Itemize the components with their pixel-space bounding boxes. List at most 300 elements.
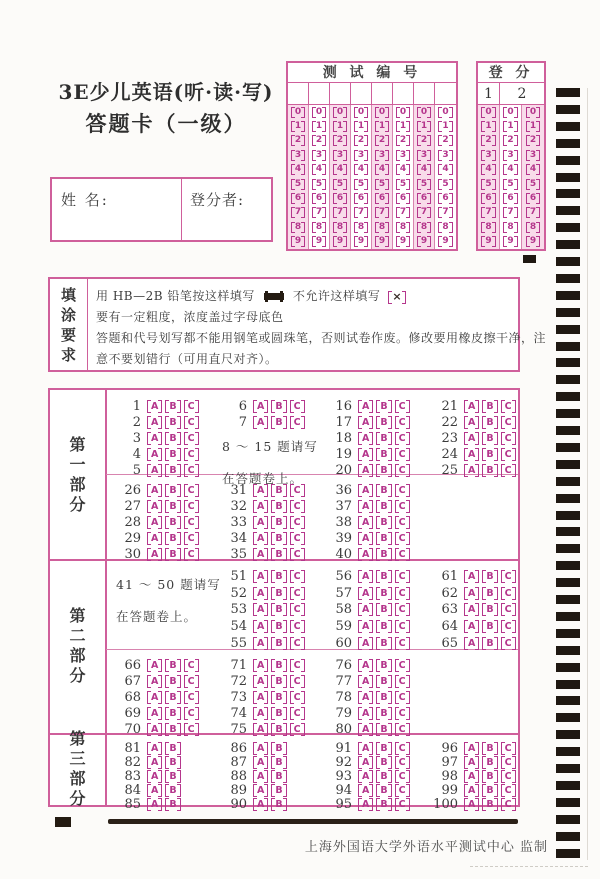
digit-bubble-4[interactable] [393, 163, 414, 177]
answer-bubble-77-C[interactable]: C [395, 675, 410, 688]
digit-bubble-8[interactable] [500, 220, 522, 234]
answer-bubble-83-B[interactable]: B [165, 770, 180, 783]
answer-bubble-87-B[interactable]: B [271, 756, 286, 769]
answer-bubble-58-A[interactable]: A [358, 603, 373, 616]
answer-bubble-26-C[interactable]: C [184, 484, 199, 497]
answer-bubble-91-A[interactable]: A [358, 742, 373, 755]
answer-bubble-71-B[interactable]: B [271, 659, 286, 672]
answer-bubble-32-B[interactable]: B [271, 500, 286, 513]
digit-bubble-2[interactable] [372, 134, 393, 148]
answer-bubble-81-A[interactable]: A [147, 742, 162, 755]
digit-bubble-5[interactable] [435, 177, 456, 191]
digit-bubble-6[interactable] [478, 191, 500, 205]
answer-bubble-26-B[interactable]: B [165, 484, 180, 497]
answer-bubble-1-A[interactable]: A [147, 400, 162, 413]
answer-bubble-6-A[interactable]: A [253, 400, 268, 413]
answer-bubble-87-A[interactable]: A [253, 756, 268, 769]
digit-bubble-3[interactable] [414, 148, 435, 162]
answer-bubble-26-A[interactable]: A [147, 484, 162, 497]
digit-bubble-6[interactable] [500, 191, 522, 205]
digit-bubble-8[interactable] [351, 220, 372, 234]
answer-bubble-75-B[interactable]: B [271, 723, 286, 736]
answer-bubble-79-B[interactable]: B [376, 707, 391, 720]
answer-bubble-68-B[interactable]: B [165, 691, 180, 704]
digit-bubble-6[interactable] [372, 191, 393, 205]
answer-bubble-73-B[interactable]: B [271, 691, 286, 704]
answer-bubble-88-A[interactable]: A [253, 770, 268, 783]
answer-bubble-93-B[interactable]: B [376, 770, 391, 783]
answer-bubble-91-B[interactable]: B [376, 742, 391, 755]
answer-bubble-93-A[interactable]: A [358, 770, 373, 783]
answer-bubble-52-B[interactable]: B [271, 587, 286, 600]
digit-bubble-9[interactable] [500, 235, 522, 249]
answer-bubble-55-B[interactable]: B [271, 637, 286, 650]
answer-bubble-72-A[interactable]: A [253, 675, 268, 688]
answer-bubble-18-B[interactable]: B [376, 432, 391, 445]
answer-bubble-23-A[interactable]: A [464, 432, 479, 445]
answer-bubble-22-A[interactable]: A [464, 416, 479, 429]
answer-bubble-25-C[interactable]: C [501, 464, 516, 477]
answer-bubble-75-C[interactable]: C [290, 723, 305, 736]
answer-bubble-71-C[interactable]: C [290, 659, 305, 672]
digit-bubble-8[interactable] [414, 220, 435, 234]
digit-bubble-4[interactable] [478, 163, 500, 177]
answer-bubble-59-C[interactable]: C [395, 620, 410, 633]
answer-bubble-38-A[interactable]: A [358, 516, 373, 529]
answer-bubble-33-C[interactable]: C [290, 516, 305, 529]
digit-bubble-9[interactable] [393, 235, 414, 249]
digit-bubble-5[interactable] [288, 177, 309, 191]
answer-bubble-23-C[interactable]: C [501, 432, 516, 445]
answer-bubble-92-B[interactable]: B [376, 756, 391, 769]
answer-bubble-95-A[interactable]: A [358, 798, 373, 811]
test-number-write-cell[interactable] [435, 83, 456, 104]
answer-bubble-76-B[interactable]: B [376, 659, 391, 672]
answer-bubble-17-A[interactable]: A [358, 416, 373, 429]
answer-bubble-62-C[interactable]: C [501, 587, 516, 600]
answer-bubble-7-B[interactable]: B [271, 416, 286, 429]
digit-bubble-9[interactable] [522, 235, 544, 249]
answer-bubble-20-A[interactable]: A [358, 464, 373, 477]
answer-bubble-74-B[interactable]: B [271, 707, 286, 720]
answer-bubble-69-A[interactable]: A [147, 707, 162, 720]
answer-bubble-79-A[interactable]: A [358, 707, 373, 720]
digit-bubble-8[interactable] [478, 220, 500, 234]
digit-bubble-0[interactable] [500, 105, 522, 119]
answer-bubble-39-A[interactable]: A [358, 532, 373, 545]
answer-bubble-82-A[interactable]: A [147, 756, 162, 769]
answer-bubble-55-C[interactable]: C [290, 637, 305, 650]
answer-bubble-30-A[interactable]: A [147, 548, 162, 561]
test-number-write-cell[interactable] [309, 83, 330, 104]
digit-bubble-7[interactable] [393, 206, 414, 220]
answer-bubble-51-A[interactable]: A [253, 570, 268, 583]
answer-bubble-37-C[interactable]: C [395, 500, 410, 513]
test-number-write-cell[interactable] [414, 83, 435, 104]
digit-bubble-7[interactable] [288, 206, 309, 220]
answer-bubble-78-C[interactable]: C [395, 691, 410, 704]
answer-bubble-54-A[interactable]: A [253, 620, 268, 633]
digit-bubble-3[interactable] [500, 148, 522, 162]
answer-bubble-62-A[interactable]: A [464, 587, 479, 600]
answer-bubble-78-A[interactable]: A [358, 691, 373, 704]
answer-bubble-82-B[interactable]: B [165, 756, 180, 769]
answer-bubble-27-B[interactable]: B [165, 500, 180, 513]
answer-bubble-16-C[interactable]: C [395, 400, 410, 413]
answer-bubble-92-A[interactable]: A [358, 756, 373, 769]
answer-bubble-92-C[interactable]: C [395, 756, 410, 769]
answer-bubble-33-A[interactable]: A [253, 516, 268, 529]
digit-bubble-7[interactable] [351, 206, 372, 220]
digit-bubble-1[interactable] [414, 119, 435, 133]
digit-bubble-7[interactable] [500, 206, 522, 220]
answer-bubble-68-C[interactable]: C [184, 691, 199, 704]
test-number-write-cell[interactable] [330, 83, 351, 104]
digit-bubble-2[interactable] [330, 134, 351, 148]
answer-bubble-78-B[interactable]: B [376, 691, 391, 704]
answer-bubble-94-B[interactable]: B [376, 784, 391, 797]
answer-bubble-37-A[interactable]: A [358, 500, 373, 513]
answer-bubble-29-B[interactable]: B [165, 532, 180, 545]
digit-bubble-4[interactable] [500, 163, 522, 177]
digit-bubble-4[interactable] [372, 163, 393, 177]
answer-bubble-84-A[interactable]: A [147, 784, 162, 797]
answer-bubble-56-C[interactable]: C [395, 570, 410, 583]
digit-bubble-1[interactable] [522, 119, 544, 133]
answer-bubble-91-C[interactable]: C [395, 742, 410, 755]
answer-bubble-80-C[interactable]: C [395, 723, 410, 736]
answer-bubble-40-A[interactable]: A [358, 548, 373, 561]
answer-bubble-69-C[interactable]: C [184, 707, 199, 720]
digit-bubble-0[interactable] [288, 105, 309, 119]
answer-bubble-63-A[interactable]: A [464, 603, 479, 616]
digit-bubble-9[interactable] [414, 235, 435, 249]
answer-bubble-88-B[interactable]: B [271, 770, 286, 783]
digit-bubble-4[interactable] [309, 163, 330, 177]
digit-bubble-6[interactable] [435, 191, 456, 205]
digit-bubble-1[interactable] [351, 119, 372, 133]
answer-bubble-24-A[interactable]: A [464, 448, 479, 461]
digit-bubble-6[interactable] [288, 191, 309, 205]
answer-bubble-56-A[interactable]: A [358, 570, 373, 583]
answer-bubble-16-B[interactable]: B [376, 400, 391, 413]
answer-bubble-72-C[interactable]: C [290, 675, 305, 688]
answer-bubble-19-C[interactable]: C [395, 448, 410, 461]
answer-bubble-2-C[interactable]: C [184, 416, 199, 429]
answer-bubble-69-B[interactable]: B [165, 707, 180, 720]
answer-bubble-53-A[interactable]: A [253, 603, 268, 616]
answer-bubble-85-A[interactable]: A [147, 798, 162, 811]
digit-bubble-7[interactable] [372, 206, 393, 220]
digit-bubble-2[interactable] [500, 134, 522, 148]
answer-bubble-62-B[interactable]: B [482, 587, 497, 600]
answer-bubble-80-B[interactable]: B [376, 723, 391, 736]
name-field[interactable] [52, 179, 182, 240]
answer-bubble-66-B[interactable]: B [165, 659, 180, 672]
answer-bubble-1-C[interactable]: C [184, 400, 199, 413]
digit-bubble-4[interactable] [288, 163, 309, 177]
answer-bubble-21-A[interactable]: A [464, 400, 479, 413]
answer-bubble-22-B[interactable]: B [482, 416, 497, 429]
answer-bubble-73-A[interactable]: A [253, 691, 268, 704]
digit-bubble-7[interactable] [478, 206, 500, 220]
digit-bubble-8[interactable] [330, 220, 351, 234]
answer-bubble-65-B[interactable]: B [482, 637, 497, 650]
answer-bubble-85-B[interactable]: B [165, 798, 180, 811]
answer-bubble-96-B[interactable]: B [482, 742, 497, 755]
digit-bubble-2[interactable] [288, 134, 309, 148]
answer-bubble-34-B[interactable]: B [271, 532, 286, 545]
answer-bubble-33-B[interactable]: B [271, 516, 286, 529]
answer-bubble-4-A[interactable]: A [147, 448, 162, 461]
answer-bubble-2-A[interactable]: A [147, 416, 162, 429]
answer-bubble-6-B[interactable]: B [271, 400, 286, 413]
answer-bubble-40-C[interactable]: C [395, 548, 410, 561]
answer-bubble-38-B[interactable]: B [376, 516, 391, 529]
digit-bubble-0[interactable] [478, 105, 500, 119]
digit-bubble-3[interactable] [330, 148, 351, 162]
digit-bubble-2[interactable] [309, 134, 330, 148]
answer-bubble-89-A[interactable]: A [253, 784, 268, 797]
answer-bubble-31-A[interactable]: A [253, 484, 268, 497]
answer-bubble-36-B[interactable]: B [376, 484, 391, 497]
digit-bubble-5[interactable] [500, 177, 522, 191]
digit-bubble-5[interactable] [372, 177, 393, 191]
answer-bubble-28-C[interactable]: C [184, 516, 199, 529]
answer-bubble-27-C[interactable]: C [184, 500, 199, 513]
digit-bubble-1[interactable] [309, 119, 330, 133]
digit-bubble-9[interactable] [330, 235, 351, 249]
answer-bubble-89-B[interactable]: B [271, 784, 286, 797]
digit-bubble-5[interactable] [393, 177, 414, 191]
answer-bubble-90-A[interactable]: A [253, 798, 268, 811]
answer-bubble-67-C[interactable]: C [184, 675, 199, 688]
answer-bubble-56-B[interactable]: B [376, 570, 391, 583]
answer-bubble-57-B[interactable]: B [376, 587, 391, 600]
answer-bubble-79-C[interactable]: C [395, 707, 410, 720]
answer-bubble-95-B[interactable]: B [376, 798, 391, 811]
answer-bubble-36-C[interactable]: C [395, 484, 410, 497]
answer-bubble-54-B[interactable]: B [271, 620, 286, 633]
answer-bubble-57-C[interactable]: C [395, 587, 410, 600]
answer-bubble-22-C[interactable]: C [501, 416, 516, 429]
answer-bubble-52-C[interactable]: C [290, 587, 305, 600]
answer-bubble-38-C[interactable]: C [395, 516, 410, 529]
digit-bubble-3[interactable] [522, 148, 544, 162]
digit-bubble-4[interactable] [414, 163, 435, 177]
digit-bubble-9[interactable] [309, 235, 330, 249]
digit-bubble-5[interactable] [330, 177, 351, 191]
answer-bubble-86-B[interactable]: B [271, 742, 286, 755]
digit-bubble-0[interactable] [309, 105, 330, 119]
answer-bubble-3-A[interactable]: A [147, 432, 162, 445]
answer-bubble-98-C[interactable]: C [501, 770, 516, 783]
answer-bubble-28-B[interactable]: B [165, 516, 180, 529]
digit-bubble-1[interactable] [500, 119, 522, 133]
answer-bubble-97-C[interactable]: C [501, 756, 516, 769]
answer-bubble-53-C[interactable]: C [290, 603, 305, 616]
answer-bubble-75-A[interactable]: A [253, 723, 268, 736]
digit-bubble-3[interactable] [393, 148, 414, 162]
answer-bubble-80-A[interactable]: A [358, 723, 373, 736]
answer-bubble-98-B[interactable]: B [482, 770, 497, 783]
digit-bubble-1[interactable] [288, 119, 309, 133]
answer-bubble-34-C[interactable]: C [290, 532, 305, 545]
answer-bubble-58-B[interactable]: B [376, 603, 391, 616]
answer-bubble-77-B[interactable]: B [376, 675, 391, 688]
digit-bubble-1[interactable] [330, 119, 351, 133]
answer-bubble-34-A[interactable]: A [253, 532, 268, 545]
answer-bubble-99-A[interactable]: A [464, 784, 479, 797]
digit-bubble-8[interactable] [435, 220, 456, 234]
answer-bubble-72-B[interactable]: B [271, 675, 286, 688]
answer-bubble-97-A[interactable]: A [464, 756, 479, 769]
answer-bubble-16-A[interactable]: A [358, 400, 373, 413]
answer-bubble-39-B[interactable]: B [376, 532, 391, 545]
digit-bubble-1[interactable] [435, 119, 456, 133]
digit-bubble-0[interactable] [435, 105, 456, 119]
digit-bubble-9[interactable] [435, 235, 456, 249]
digit-bubble-1[interactable] [372, 119, 393, 133]
answer-bubble-77-A[interactable]: A [358, 675, 373, 688]
answer-bubble-76-A[interactable]: A [358, 659, 373, 672]
answer-bubble-35-B[interactable]: B [271, 548, 286, 561]
digit-bubble-8[interactable] [393, 220, 414, 234]
answer-bubble-84-B[interactable]: B [165, 784, 180, 797]
answer-bubble-51-C[interactable]: C [290, 570, 305, 583]
answer-bubble-99-B[interactable]: B [482, 784, 497, 797]
digit-bubble-0[interactable] [393, 105, 414, 119]
answer-bubble-76-C[interactable]: C [395, 659, 410, 672]
digit-bubble-2[interactable] [435, 134, 456, 148]
answer-bubble-3-B[interactable]: B [165, 432, 180, 445]
digit-bubble-5[interactable] [414, 177, 435, 191]
answer-bubble-24-C[interactable]: C [501, 448, 516, 461]
answer-bubble-64-C[interactable]: C [501, 620, 516, 633]
scorer-field[interactable] [182, 179, 271, 240]
answer-bubble-53-B[interactable]: B [271, 603, 286, 616]
answer-bubble-6-C[interactable]: C [290, 400, 305, 413]
digit-bubble-5[interactable] [309, 177, 330, 191]
answer-bubble-65-A[interactable]: A [464, 637, 479, 650]
answer-bubble-25-A[interactable]: A [464, 464, 479, 477]
answer-bubble-86-A[interactable]: A [253, 742, 268, 755]
answer-bubble-23-B[interactable]: B [482, 432, 497, 445]
answer-bubble-93-C[interactable]: C [395, 770, 410, 783]
answer-bubble-100-B[interactable]: B [482, 798, 497, 811]
digit-bubble-4[interactable] [522, 163, 544, 177]
answer-bubble-7-A[interactable]: A [253, 416, 268, 429]
answer-bubble-63-B[interactable]: B [482, 603, 497, 616]
answer-bubble-55-A[interactable]: A [253, 637, 268, 650]
answer-bubble-31-C[interactable]: C [290, 484, 305, 497]
answer-bubble-17-C[interactable]: C [395, 416, 410, 429]
answer-bubble-68-A[interactable]: A [147, 691, 162, 704]
answer-bubble-21-C[interactable]: C [501, 400, 516, 413]
test-number-write-cell[interactable] [372, 83, 393, 104]
digit-bubble-1[interactable] [393, 119, 414, 133]
answer-bubble-59-B[interactable]: B [376, 620, 391, 633]
answer-bubble-40-B[interactable]: B [376, 548, 391, 561]
answer-bubble-1-B[interactable]: B [165, 400, 180, 413]
answer-bubble-61-C[interactable]: C [501, 570, 516, 583]
answer-bubble-51-B[interactable]: B [271, 570, 286, 583]
answer-bubble-64-B[interactable]: B [482, 620, 497, 633]
answer-bubble-94-A[interactable]: A [358, 784, 373, 797]
digit-bubble-2[interactable] [351, 134, 372, 148]
digit-bubble-8[interactable] [309, 220, 330, 234]
digit-bubble-4[interactable] [351, 163, 372, 177]
digit-bubble-6[interactable] [330, 191, 351, 205]
digit-bubble-0[interactable] [330, 105, 351, 119]
digit-bubble-5[interactable] [351, 177, 372, 191]
answer-bubble-60-B[interactable]: B [376, 637, 391, 650]
answer-bubble-27-A[interactable]: A [147, 500, 162, 513]
answer-bubble-30-C[interactable]: C [184, 548, 199, 561]
answer-bubble-3-C[interactable]: C [184, 432, 199, 445]
digit-bubble-9[interactable] [288, 235, 309, 249]
digit-bubble-0[interactable] [351, 105, 372, 119]
test-number-write-cell[interactable] [393, 83, 414, 104]
digit-bubble-5[interactable] [478, 177, 500, 191]
digit-bubble-2[interactable] [478, 134, 500, 148]
digit-bubble-6[interactable] [309, 191, 330, 205]
digit-bubble-0[interactable] [372, 105, 393, 119]
answer-bubble-70-C[interactable]: C [184, 723, 199, 736]
answer-bubble-7-C[interactable]: C [290, 416, 305, 429]
answer-bubble-81-B[interactable]: B [165, 742, 180, 755]
answer-bubble-61-A[interactable]: A [464, 570, 479, 583]
answer-bubble-96-C[interactable]: C [501, 742, 516, 755]
digit-bubble-9[interactable] [478, 235, 500, 249]
answer-bubble-4-C[interactable]: C [184, 448, 199, 461]
answer-bubble-98-A[interactable]: A [464, 770, 479, 783]
answer-bubble-63-C[interactable]: C [501, 603, 516, 616]
test-number-write-cell[interactable] [288, 83, 309, 104]
digit-bubble-0[interactable] [414, 105, 435, 119]
digit-bubble-3[interactable] [372, 148, 393, 162]
answer-bubble-17-B[interactable]: B [376, 416, 391, 429]
digit-bubble-2[interactable] [522, 134, 544, 148]
answer-bubble-83-A[interactable]: A [147, 770, 162, 783]
test-number-write-cell[interactable] [351, 83, 372, 104]
answer-bubble-67-B[interactable]: B [165, 675, 180, 688]
answer-bubble-59-A[interactable]: A [358, 620, 373, 633]
answer-bubble-60-C[interactable]: C [395, 637, 410, 650]
digit-bubble-6[interactable] [522, 191, 544, 205]
digit-bubble-2[interactable] [393, 134, 414, 148]
answer-bubble-18-A[interactable]: A [358, 432, 373, 445]
digit-bubble-3[interactable] [351, 148, 372, 162]
answer-bubble-25-B[interactable]: B [482, 464, 497, 477]
answer-bubble-5-B[interactable]: B [165, 464, 180, 477]
answer-bubble-32-C[interactable]: C [290, 500, 305, 513]
digit-bubble-4[interactable] [330, 163, 351, 177]
answer-bubble-57-A[interactable]: A [358, 587, 373, 600]
digit-bubble-7[interactable] [309, 206, 330, 220]
digit-bubble-9[interactable] [372, 235, 393, 249]
answer-bubble-54-C[interactable]: C [290, 620, 305, 633]
answer-bubble-96-A[interactable]: A [464, 742, 479, 755]
answer-bubble-64-A[interactable]: A [464, 620, 479, 633]
digit-bubble-8[interactable] [522, 220, 544, 234]
answer-bubble-58-C[interactable]: C [395, 603, 410, 616]
digit-bubble-0[interactable] [522, 105, 544, 119]
answer-bubble-100-C[interactable]: C [501, 798, 516, 811]
answer-bubble-19-B[interactable]: B [376, 448, 391, 461]
answer-bubble-95-C[interactable]: C [395, 798, 410, 811]
answer-bubble-21-B[interactable]: B [482, 400, 497, 413]
